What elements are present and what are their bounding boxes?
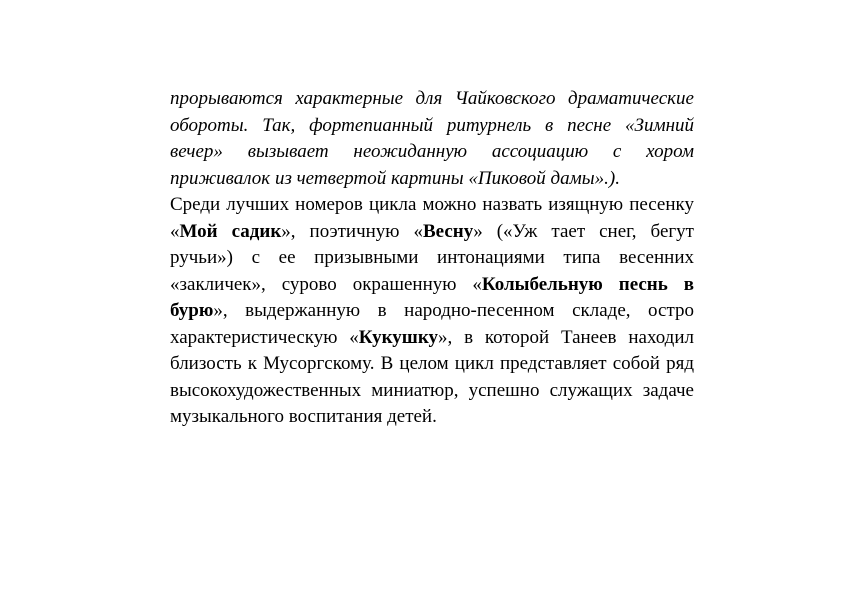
text-run-2: », поэтичную « <box>281 220 423 242</box>
song-title-kolybelnaya: Колыбельную песнь в бурю <box>170 273 694 321</box>
body-text <box>170 86 694 431</box>
italic-paragraph: прорываются характерные для Чайковского драматические обороты. Так, фортепианный ритурнель в песне «Зимний вечер» вызывает неожиданную ассоциацию с хором приживалок из четвертой картины «Пиковой дамы».). <box>170 88 694 189</box>
main-paragraph <box>170 192 694 431</box>
text-run-5: », в которой Танеев находил близость к Мусоргскому. В целом цикл представляет собой ряд высокохудожественных миниатюр, успешно служащих задаче музыкального воспитания детей. <box>170 326 694 427</box>
song-title-vesna: Весну <box>422 220 474 242</box>
song-title-kukushka: Кукушку <box>358 326 438 348</box>
text-run-4: », выдержанную в народно-песенном складе, остро характеристическую « <box>170 300 694 348</box>
song-title-moy-sadik: Мой садик <box>179 220 282 242</box>
text-run-3: » («Уж тает снег, бегут ручьи») с ее призывными интонациями типа весенних «закличек», сурово окрашенную « <box>170 220 694 295</box>
text-run-1: Среди лучших номеров цикла можно назвать изящную песенку « <box>170 194 694 242</box>
